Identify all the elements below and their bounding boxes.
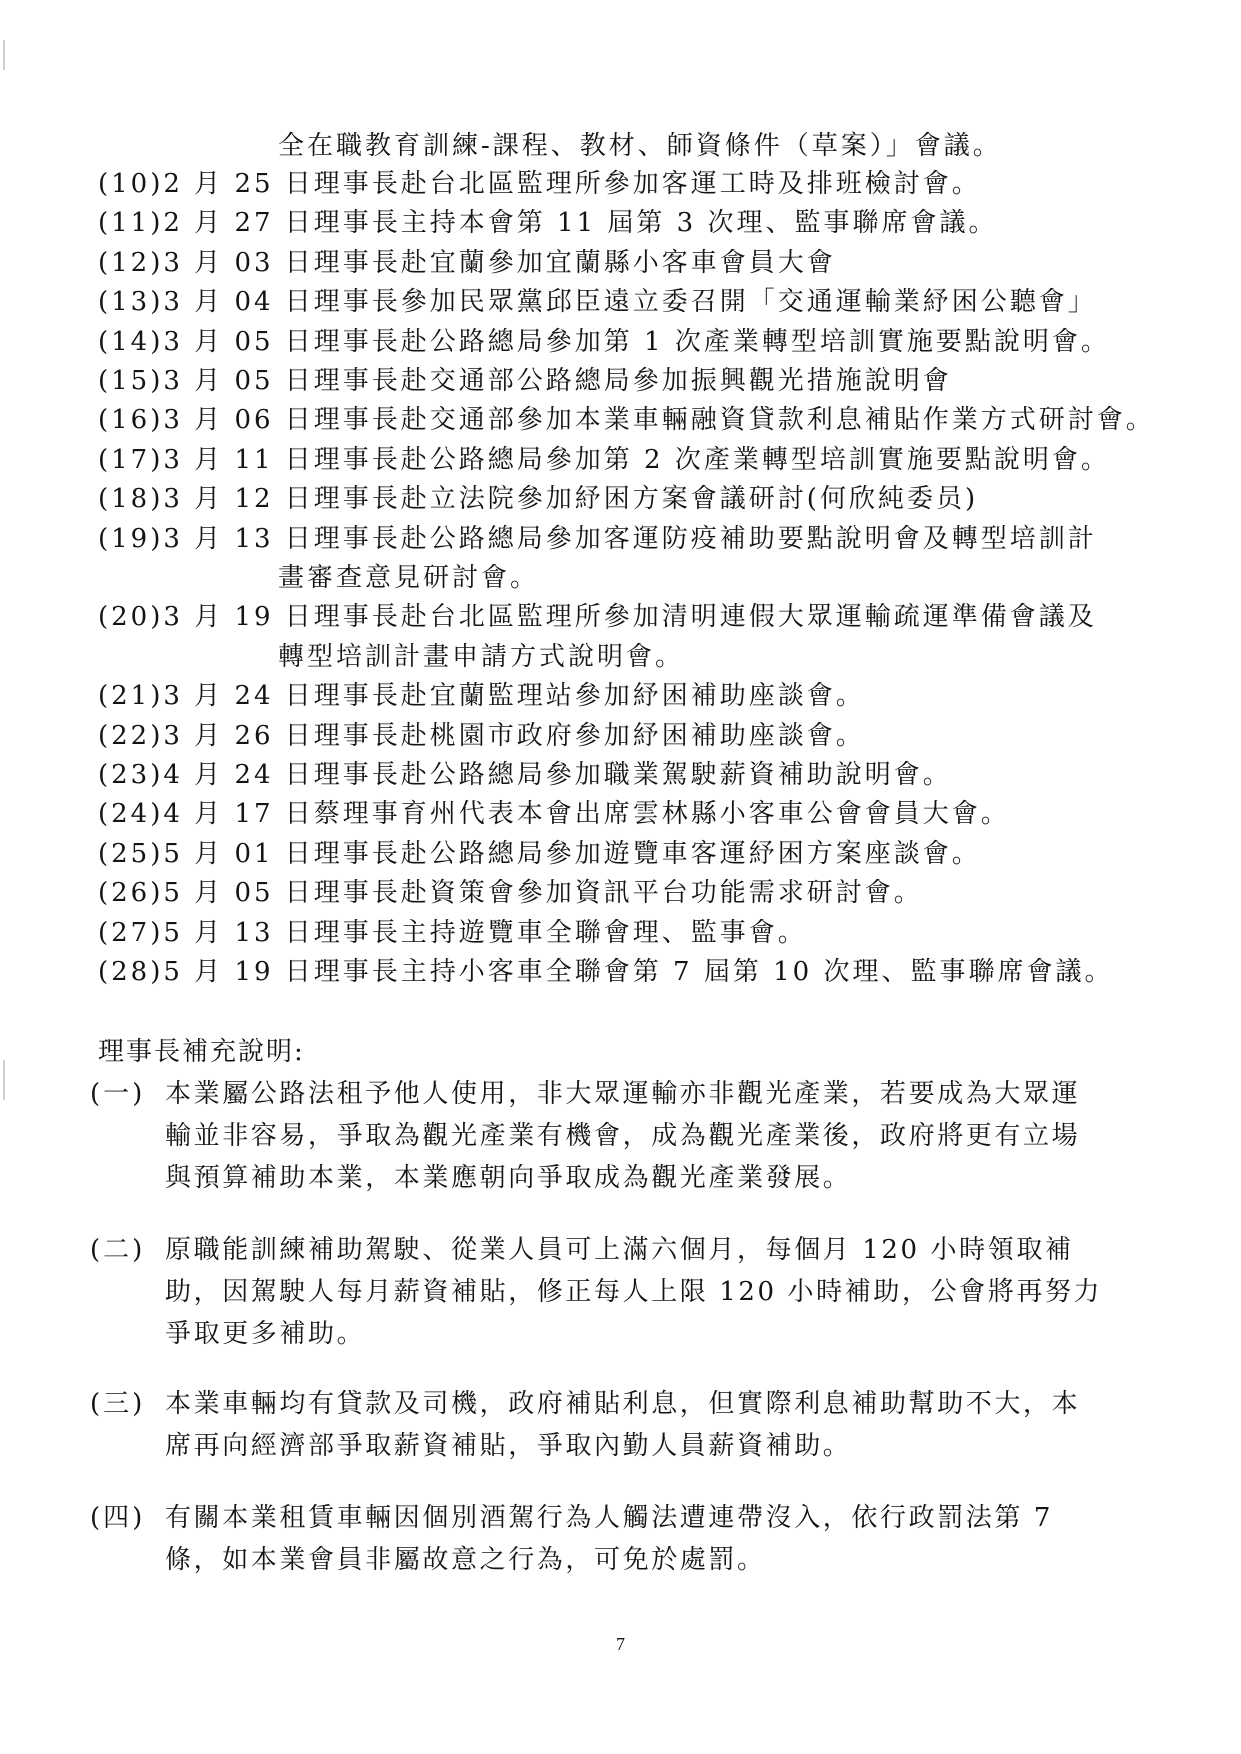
item-number: (14) [98, 326, 164, 357]
item-number: (16) [98, 405, 164, 436]
item-number: (17) [98, 444, 164, 475]
item-number: (10) [98, 169, 164, 199]
supplement-point-line: 爭取更多補助。 [165, 1319, 366, 1349]
supplement-point-line: 本業屬公路法租予他人使用，非大眾運輸亦非觀光產業，若要成為大眾運 [165, 1079, 1081, 1109]
list-item [98, 757, 952, 793]
item-number: (20) [98, 602, 164, 633]
supplement-point-number: (四) [90, 1503, 146, 1533]
list-item [98, 481, 978, 517]
item-number: (26) [98, 878, 164, 909]
item-number: (12) [98, 247, 164, 278]
item-text: 5 月 19 日理事長主持小客車全聯會第 7 屆第 10 次理、監事聯席會議。 [163, 957, 1114, 987]
intro-continuation: 全在職教育訓練-課程、教材、師資條件（草案）」會議。 [278, 131, 1002, 161]
item-number: (11) [98, 208, 164, 239]
item-number: (25) [98, 838, 164, 869]
item-number: (21) [98, 681, 164, 712]
item-text: 3 月 13 日理事長赴公路總局參加客運防疫補助要點說明會及轉型培訓計 [163, 523, 1097, 554]
item-text: 5 月 01 日理事長赴公路總局參加遊覽車客運紓困方案座談會。 [163, 838, 981, 869]
supplement-point-line: 助，因駕駛人每月薪資補貼，修正每人上限 120 小時補助，公會將再努力 [165, 1277, 1103, 1307]
item-number: (18) [98, 484, 164, 515]
list-item [98, 954, 1113, 990]
item-text: 3 月 12 日理事長赴立法院參加紓困方案會議研討(何欣純委员) [163, 484, 979, 515]
list-item [98, 796, 1010, 832]
item-number: (22) [98, 720, 164, 751]
supplement-point-line: 與預算補助本業，本業應朝向爭取成為觀光產業發展。 [165, 1163, 852, 1193]
supplement-point-number: (二) [90, 1235, 146, 1265]
item-text: 4 月 24 日理事長赴公路總局參加職業駕駛薪資補助說明會。 [163, 760, 952, 790]
item-text: 4 月 17 日蔡理事育州代表本會出席雲林縣小客車公會會員大會。 [163, 799, 1010, 830]
supplement-point-line: 條，如本業會員非屬故意之行為，可免於處罰。 [165, 1545, 766, 1575]
item-text: 5 月 05 日理事長赴資策會參加資訊平台功能需求研討會。 [163, 878, 923, 909]
item-number: (23) [98, 760, 164, 790]
list-item [98, 915, 807, 951]
scan-edge-mark [3, 1060, 5, 1100]
item-text: 3 月 26 日理事長赴桃園市政府參加紓困補助座談會。 [163, 720, 865, 751]
item-text: 3 月 24 日理事長赴宜蘭監理站參加紓困補助座談會。 [163, 681, 865, 712]
item-text: 3 月 05 日理事長赴交通部公路總局參加振興觀光措施說明會 [163, 366, 952, 396]
list-item [98, 718, 865, 754]
supplement-point-line: 原職能訓練補助駕駛、從業人員可上滿六個月，每個月 120 小時領取補 [165, 1235, 1074, 1265]
item-text: 3 月 04 日理事長參加民眾黨邱臣遠立委召開「交通運輸業紓困公聽會」 [163, 287, 1097, 318]
list-item [98, 521, 1097, 557]
item-continuation: 轉型培訓計畫申請方式說明會。 [278, 641, 685, 672]
list-item [98, 324, 1110, 360]
item-text: 3 月 03 日理事長赴宜蘭參加宜蘭縣小客車會員大會 [163, 247, 836, 278]
list-item [98, 284, 1097, 320]
supplement-point-line: 本業車輛均有貸款及司機，政府補貼利息，但實際利息補助幫助不大，本 [165, 1389, 1081, 1419]
item-text: 3 月 19 日理事長赴台北區監理所參加清明連假大眾運輸疏運準備會議及 [163, 602, 1097, 633]
item-text: 3 月 05 日理事長赴公路總局參加第 1 次產業轉型培訓實施要點說明會。 [163, 326, 1110, 357]
item-number: (13) [98, 287, 164, 318]
list-item [98, 875, 923, 911]
page-number: 7 [616, 1634, 625, 1654]
list-item [98, 166, 981, 202]
supplement-heading: 理事長補充說明: [98, 1037, 305, 1067]
item-number: (28) [98, 957, 164, 987]
list-item [98, 245, 836, 281]
supplement-point-number: (一) [90, 1079, 146, 1109]
list-item [98, 836, 981, 872]
list-item [98, 599, 1097, 635]
item-number: (24) [98, 799, 164, 830]
list-item [98, 205, 997, 241]
item-number: (27) [98, 917, 164, 948]
item-number: (15) [98, 366, 164, 396]
item-continuation: 畫審查意見研討會。 [278, 563, 540, 593]
list-item [98, 363, 952, 399]
item-number: (19) [98, 523, 164, 554]
supplement-point-line: 席再向經濟部爭取薪資補貼，爭取內勤人員薪資補助。 [165, 1431, 852, 1461]
supplement-point-line: 有關本業租賃車輛因個別酒駕行為人觸法遭連帶沒入，依行政罰法第 7 [165, 1503, 1054, 1533]
item-text: 2 月 25 日理事長赴台北區監理所參加客運工時及排班檢討會。 [163, 169, 981, 199]
list-item [98, 402, 1155, 438]
supplement-point-number: (三) [90, 1389, 146, 1419]
item-text: 2 月 27 日理事長主持本會第 11 屆第 3 次理、監事聯席會議。 [163, 208, 998, 239]
item-text: 3 月 11 日理事長赴公路總局參加第 2 次產業轉型培訓實施要點說明會。 [163, 444, 1110, 475]
list-item [98, 678, 865, 714]
item-text: 5 月 13 日理事長主持遊覽車全聯會理、監事會。 [163, 917, 807, 948]
supplement-point-line: 輸並非容易，爭取為觀光產業有機會，成為觀光產業後，政府將更有立場 [165, 1121, 1081, 1151]
scan-edge-mark [3, 40, 5, 70]
list-item [98, 442, 1110, 478]
item-text: 3 月 06 日理事長赴交通部參加本業車輛融資貸款利息補貼作業方式研討會。 [163, 405, 1155, 436]
